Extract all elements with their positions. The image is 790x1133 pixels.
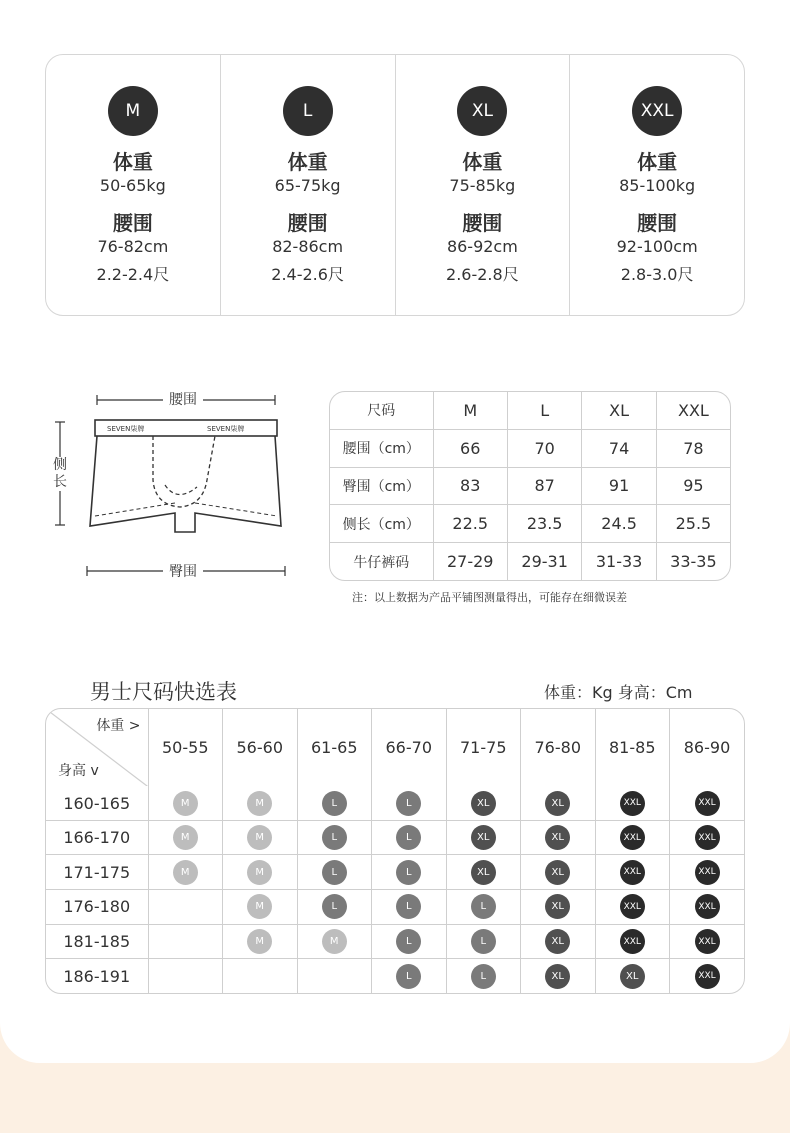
side-label-char-2: 长: [53, 474, 67, 490]
size-card-xl: [396, 55, 571, 315]
size-dot: XXL: [695, 894, 720, 919]
size-cell: [521, 924, 596, 959]
weight-label: 体重: [462, 150, 503, 174]
size-cell: [223, 855, 298, 890]
height-row-label: 171-175: [46, 855, 148, 890]
table-cell: 74: [582, 429, 656, 467]
table-cell: 24.5: [582, 505, 656, 543]
size-dot: L: [471, 964, 496, 989]
quick-select-row: [46, 890, 744, 925]
table-cell: 25.5: [656, 505, 730, 543]
size-card-m: [46, 55, 221, 315]
briefs-illustration: [45, 385, 305, 585]
quick-select-row: [46, 855, 744, 890]
size-dot: M: [247, 894, 272, 919]
size-cell: [148, 890, 223, 925]
size-cell: [297, 786, 372, 820]
table-cell: 66: [433, 429, 507, 467]
size-dot: L: [322, 791, 347, 816]
corner-weight-label: 体重 >: [96, 718, 141, 734]
size-dot: L: [396, 825, 421, 850]
size-dot: XXL: [620, 791, 645, 816]
size-cell: [297, 855, 372, 890]
size-dot: XXL: [620, 894, 645, 919]
measure-row: [330, 543, 730, 580]
size-cell: [372, 924, 447, 959]
size-dot: L: [396, 791, 421, 816]
size-cell: [521, 890, 596, 925]
quick-select-row: [46, 959, 744, 993]
quick-select-units: 体重：Kg 身高：Cm: [544, 683, 693, 702]
measure-header-row: [330, 392, 730, 429]
size-cell: [670, 820, 745, 855]
measurement-diagram: [45, 385, 305, 585]
table-cell: 78: [656, 429, 730, 467]
size-cell: [372, 786, 447, 820]
weight-label: 体重: [287, 150, 328, 174]
table-cell: 22.5: [433, 505, 507, 543]
size-dot: XL: [471, 825, 496, 850]
size-cards: [45, 54, 745, 316]
size-cell: [297, 959, 372, 993]
size-dot: L: [322, 825, 347, 850]
size-cell: [148, 855, 223, 890]
size-cell: [372, 890, 447, 925]
size-dot: M: [322, 929, 347, 954]
weight-value: 85-100kg: [619, 176, 696, 195]
size-cell: [521, 820, 596, 855]
row-label: 腰围（cm）: [330, 429, 433, 467]
size-dot: XL: [471, 791, 496, 816]
size-cell: [446, 855, 521, 890]
size-dot: XXL: [620, 860, 645, 885]
size-cell: [223, 820, 298, 855]
size-cell: [521, 786, 596, 820]
size-dot: XL: [545, 825, 570, 850]
size-dot: XL: [545, 929, 570, 954]
quick-select-title: 男士尺码快选表: [90, 680, 237, 704]
bottom-band: [0, 1063, 790, 1133]
header-cell: XL: [582, 392, 656, 429]
size-dot: XXL: [620, 929, 645, 954]
header-cell: L: [507, 392, 581, 429]
diagram-side-label: [51, 457, 69, 491]
size-cell: [595, 855, 670, 890]
size-cell: [297, 924, 372, 959]
height-row-label: 166-170: [46, 820, 148, 855]
size-badge: L: [283, 86, 333, 136]
size-cell: [446, 820, 521, 855]
weight-col-header: 86-90: [683, 738, 731, 758]
table-cell: 83: [433, 467, 507, 505]
size-cell: [446, 924, 521, 959]
size-dot: XL: [620, 964, 645, 989]
size-badge: XL: [457, 86, 507, 136]
quick-select-row: [46, 786, 744, 820]
height-row-label: 181-185: [46, 924, 148, 959]
waistband-brand-left: SEVEN柒牌: [107, 425, 145, 433]
size-badge: XXL: [632, 86, 682, 136]
weight-col-header: 71-75: [446, 709, 521, 786]
height-row-label: 160-165: [46, 786, 148, 820]
waist-value: 92-100cm: [616, 237, 698, 256]
size-cell: [446, 959, 521, 993]
size-cell: [670, 924, 745, 959]
size-cell: [595, 786, 670, 820]
size-dot: M: [247, 860, 272, 885]
size-dot: M: [247, 791, 272, 816]
size-dot: XXL: [695, 929, 720, 954]
size-cell: [297, 820, 372, 855]
corner-height-label: 身高 v: [58, 763, 99, 780]
size-dot: L: [396, 929, 421, 954]
size-cell: [670, 855, 745, 890]
size-dot: XL: [545, 894, 570, 919]
size-cell: [670, 786, 745, 820]
side-label-char-1: 侧: [53, 457, 67, 473]
size-cell: [521, 959, 596, 993]
header-cell: 尺码: [330, 392, 433, 429]
weight-col-header: 50-55: [148, 709, 223, 786]
waist-value: 76-82cm: [97, 237, 169, 256]
row-label: 侧长（cm）: [330, 505, 433, 543]
table-cell: 29-31: [507, 543, 581, 580]
waist-label: 腰围: [287, 211, 328, 235]
size-dot: L: [471, 894, 496, 919]
size-dot: XXL: [695, 825, 720, 850]
size-dot: L: [471, 929, 496, 954]
size-cell: [148, 786, 223, 820]
size-cell: [148, 924, 223, 959]
diagram-hip-label: 臀围: [163, 561, 203, 581]
table-cell: 23.5: [507, 505, 581, 543]
quick-select-table: [45, 708, 745, 994]
size-cell: [670, 959, 745, 993]
waist-label: 腰围: [637, 211, 678, 235]
size-cell: [595, 959, 670, 993]
quick-select-header-row: [46, 709, 744, 786]
measure-row: [330, 429, 730, 467]
table-cell: 27-29: [433, 543, 507, 580]
size-cell: [297, 890, 372, 925]
size-cell: [446, 890, 521, 925]
size-dot: M: [173, 860, 198, 885]
waist-chi-value: 2.8-3.0尺: [620, 265, 694, 284]
table-cell: 70: [507, 429, 581, 467]
table-cell: 91: [582, 467, 656, 505]
size-dot: L: [396, 894, 421, 919]
waist-value: 82-86cm: [272, 237, 344, 256]
waistband-brand-right: SEVEN柒牌: [207, 425, 245, 433]
weight-col-header: 81-85: [595, 709, 670, 786]
size-cell: [446, 786, 521, 820]
height-row-label: 176-180: [46, 890, 148, 925]
diagram-waist-label: 腰围: [163, 389, 203, 409]
corner-cell: [46, 709, 148, 786]
weight-label: 体重: [637, 150, 678, 174]
size-dot: M: [173, 825, 198, 850]
table-cell: 87: [507, 467, 581, 505]
size-dot: XXL: [695, 860, 720, 885]
weight-value: 75-85kg: [449, 176, 516, 195]
weight-value: 50-65kg: [99, 176, 166, 195]
size-cell: [223, 786, 298, 820]
size-cell: [372, 820, 447, 855]
size-dot: XXL: [620, 825, 645, 850]
waist-label: 腰围: [462, 211, 503, 235]
size-cell: [595, 924, 670, 959]
measurement-note: 注：以上数据为产品平铺图测量得出，可能存在细微误差: [352, 591, 627, 604]
weight-col-header: 76-80: [521, 709, 596, 786]
size-cell: [670, 890, 745, 925]
header-cell: M: [433, 392, 507, 429]
weight-col-header: 56-60: [223, 709, 298, 786]
size-dot: XL: [545, 860, 570, 885]
quick-select-row: [46, 924, 744, 959]
waist-value: 86-92cm: [446, 237, 518, 256]
size-cell: [148, 820, 223, 855]
size-dot: M: [173, 791, 198, 816]
size-badge: M: [108, 86, 158, 136]
size-cell: [595, 820, 670, 855]
size-dot: M: [247, 825, 272, 850]
size-cell: [223, 959, 298, 993]
size-dot: XXL: [695, 964, 720, 989]
size-dot: L: [322, 894, 347, 919]
size-dot: L: [396, 964, 421, 989]
table-cell: 95: [656, 467, 730, 505]
size-dot: XL: [545, 964, 570, 989]
size-dot: XXL: [695, 791, 720, 816]
quick-select-row: [46, 820, 744, 855]
size-dot: M: [247, 929, 272, 954]
size-cell: [595, 890, 670, 925]
measure-row: [330, 467, 730, 505]
measure-row: [330, 505, 730, 543]
size-cell: [521, 855, 596, 890]
size-card-l: [221, 55, 396, 315]
weight-value: 65-75kg: [274, 176, 341, 195]
waist-chi-value: 2.2-2.4尺: [96, 265, 170, 284]
size-cell: [372, 959, 447, 993]
size-dot: L: [396, 860, 421, 885]
size-dot: XL: [545, 791, 570, 816]
row-label: 牛仔裤码: [330, 543, 433, 580]
waist-chi-value: 2.6-2.8尺: [446, 265, 519, 284]
table-cell: 33-35: [670, 552, 717, 572]
measurement-table: [329, 391, 731, 581]
weight-col-header: 66-70: [372, 709, 447, 786]
header-cell: XXL: [656, 392, 730, 429]
size-dot: XL: [471, 860, 496, 885]
size-dot: L: [322, 860, 347, 885]
weight-col-header: 61-65: [297, 709, 372, 786]
weight-label: 体重: [112, 150, 153, 174]
height-row-label: 186-191: [46, 959, 148, 993]
size-cell: [223, 890, 298, 925]
waist-label: 腰围: [112, 211, 153, 235]
size-cell: [372, 855, 447, 890]
row-label: 臀围（cm）: [330, 467, 433, 505]
size-cell: [148, 959, 223, 993]
waist-chi-value: 2.4-2.6尺: [271, 265, 344, 284]
size-cell: [223, 924, 298, 959]
size-card-xxl: [570, 55, 744, 315]
table-cell: 31-33: [582, 543, 656, 580]
